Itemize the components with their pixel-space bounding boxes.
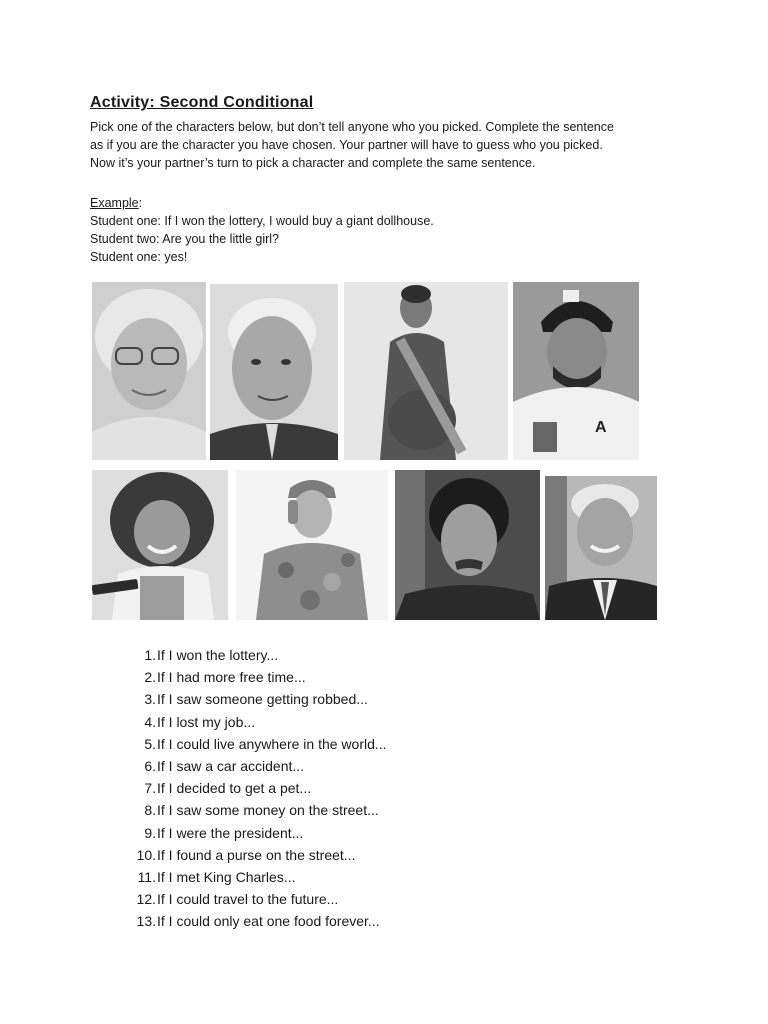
list-item: [126, 733, 387, 755]
list-text: If I could travel to the future...: [157, 891, 339, 908]
list-item: [126, 910, 387, 932]
list-item: [126, 777, 387, 799]
list-number: 1.: [144, 647, 156, 663]
list-text: If I saw a car accident...: [157, 758, 305, 775]
list-text: If I had more free time...: [157, 669, 306, 686]
photo-older-man: [210, 284, 338, 460]
list-item: [126, 666, 387, 688]
list-number: 5.: [144, 735, 156, 752]
list-text: If I saw someone getting robbed...: [157, 691, 368, 708]
list-text: If I saw some money on the street...: [157, 802, 379, 819]
list-item: [126, 888, 387, 910]
list-item: [126, 644, 387, 666]
photo-little-girl: [92, 470, 228, 620]
list-number: 7.: [144, 780, 156, 797]
list-number: 3.: [144, 691, 156, 708]
svg-text:A: A: [595, 419, 607, 436]
list-number: 2.: [144, 669, 156, 686]
list-text: If I won the lottery...: [157, 647, 279, 663]
list-number: 12.: [136, 891, 156, 908]
photo-hockey-player: [513, 282, 639, 460]
example-line: Student one: yes!: [90, 250, 188, 264]
list-number: 10.: [136, 846, 156, 863]
instructions-line: Now it’s your partner’s turn to pick a character and complete the same sentence.: [90, 156, 536, 170]
list-item: [126, 755, 387, 777]
list-text: If I found a purse on the street...: [157, 846, 356, 863]
list-text: If I met King Charles...: [157, 869, 296, 886]
instructions: [90, 118, 690, 172]
list-number: 13.: [136, 913, 156, 930]
example-line: Student two: Are you the little girl?: [90, 232, 279, 246]
photo-pregnant-woman: [344, 282, 508, 460]
list-item: [126, 688, 387, 710]
prompt-list: [126, 644, 387, 933]
list-text: If I could live anywhere in the world...: [157, 735, 387, 752]
example-colon: :: [138, 196, 143, 210]
example-label: Example: [90, 196, 139, 210]
list-number: 6.: [144, 758, 156, 775]
photo-elderly-woman: [92, 282, 206, 460]
photo-soldier: [236, 470, 388, 620]
list-item: [126, 799, 387, 821]
instructions-line: as if you are the character you have chosen. Your partner will have to guess who you picked.: [90, 138, 603, 152]
list-item: [126, 844, 387, 866]
page-title: Activity: Second Conditional: [90, 94, 314, 111]
list-number: 8.: [144, 802, 156, 819]
list-text: If I were the president...: [157, 824, 304, 841]
photo-actor: [395, 470, 540, 620]
example-line: Student one: If I won the lottery, I would buy a giant dollhouse.: [90, 214, 434, 228]
instructions-line: Pick one of the characters below, but don’t tell anyone who you picked. Complete the sentence: [90, 120, 614, 134]
list-item: [126, 711, 387, 733]
list-number: 4.: [144, 713, 156, 730]
example-heading: [90, 194, 690, 212]
list-text: If I could only eat one food forever...: [157, 913, 380, 930]
photo-politician: [545, 476, 657, 620]
list-number: 9.: [144, 824, 156, 841]
list-item: [126, 822, 387, 844]
list-number: 11.: [137, 869, 156, 886]
list-text: If I decided to get a pet...: [157, 780, 312, 797]
example-dialogue: [90, 194, 690, 266]
list-item: [126, 866, 387, 888]
list-text: If I lost my job...: [157, 713, 256, 730]
